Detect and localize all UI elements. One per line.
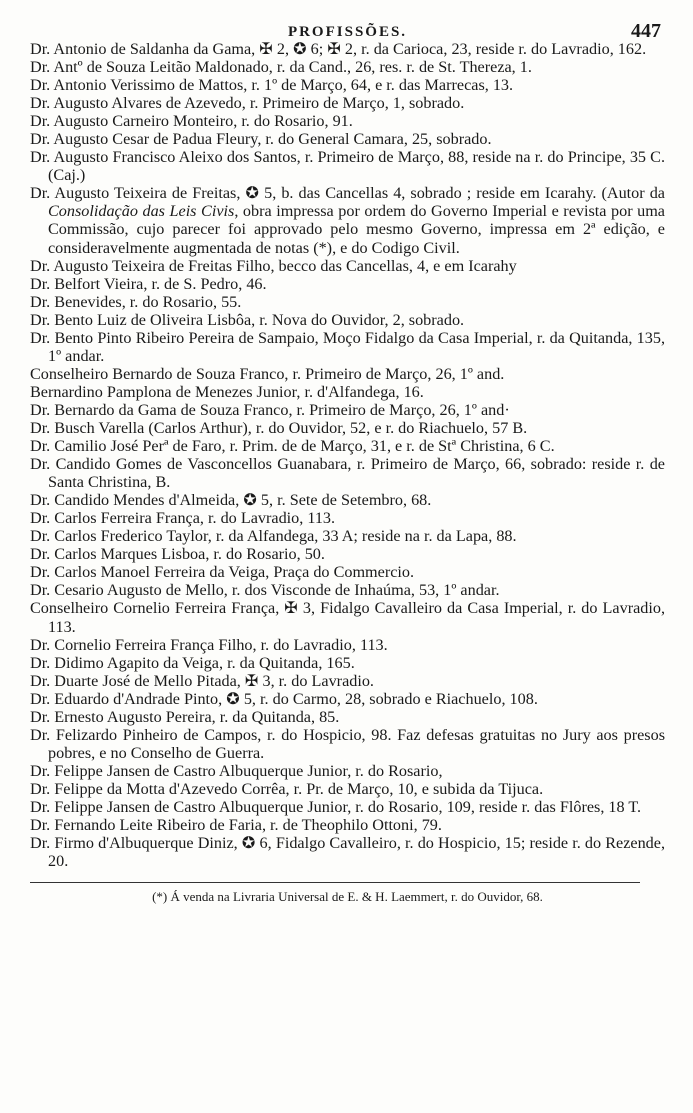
entry-ferreira-da-veiga: Dr. Carlos Manoel Ferreira da Veiga, Praça do Commercio. — [30, 563, 415, 582]
entry-pinheiro-de-campos: Dr. Felizardo Pinheiro de Campos, r. do Hospicio, 98. Faz defesas gratuitas no Jury aos presos pobres, e no Conselho de Guerra. — [30, 725, 665, 762]
entry-pamplona-de-menezes: Bernardino Pamplona de Menezes Junior, r. d'Alfandega, 16. — [30, 382, 424, 401]
entry-pereira-de-sampaio: Dr. Bento Pinto Ribeiro Pereira de Sampaio, Moço Fidalgo da Casa Imperial, r. da Quitanda, 135, 1º andar. — [30, 328, 665, 365]
entry-teixeira-de-freitas: Dr. Augusto Teixeira de Freitas, ✪ 5, b. das Cancellas 4, sobrado ; reside em Icarahy. (Autor da Consolidação das Leis Civis, obra impressa por ordem do Governo Imperial e revista por uma Commissão, cujo parecer foi approvado pelo mesmo Governo, impressa em 2ª edição, e consideravelmente augmentada de notas (*), e do Codigo Civil. — [30, 184, 665, 257]
entry-carneiro-monteiro: Dr. Augusto Carneiro Monteiro, r. do Rosario, 91. — [30, 112, 353, 131]
footnote-divider — [30, 882, 640, 883]
entry-souza-franco: Conselheiro Bernardo de Souza Franco, r. Primeiro de Março, 26, 1º and. — [30, 364, 505, 383]
entry-cornelio-ferreira-franca: Conselheiro Cornelio Ferreira França, ✠ 3, Fidalgo Cavalleiro da Casa Imperial, r. do Lavradio, 113. — [30, 599, 665, 636]
entry-gama-de-souza-franco: Dr. Bernardo da Gama de Souza Franco, r. Primeiro de Março, 26, 1º and· — [30, 400, 510, 419]
entry-pereira-de-faro: Dr. Camilio José Perª de Faro, r. Prim. de de Março, 31, e r. de Stª Christina, 6 C. — [30, 437, 555, 456]
entry-andrade-pinto: Dr. Eduardo d'Andrade Pinto, ✪ 5, r. do Carmo, 28, sobrado e Riachuelo, 108. — [30, 689, 538, 708]
entry-frederico-taylor: Dr. Carlos Frederico Taylor, r. da Alfandega, 33 A; reside na r. da Lapa, 88. — [30, 527, 517, 546]
entry-cesario-de-mello: Dr. Cesario Augusto de Mello, r. dos Visconde de Inhaúma, 53, 1º andar. — [30, 581, 500, 600]
entry-marques-lisboa: Dr. Carlos Marques Lisboa, r. do Rosario, 50. — [30, 545, 325, 564]
entry-jansen-albuquerque-2: Dr. Felippe Jansen de Castro Albuquerque Junior, r. do Rosario, 109, reside r. das Flôres, 18 T. — [30, 797, 642, 816]
entry-motta-dazevedo: Dr. Felippe da Motta d'Azevedo Corrêa, r. Pr. de Março, 10, e subida da Tijuca. — [30, 779, 544, 798]
running-title: PROFISSÕES. — [287, 24, 408, 40]
entry-carlos-ferreira-franca: Dr. Carlos Ferreira França, r. do Lavradio, 113. — [30, 509, 336, 528]
entry-souza-leitao-maldonado: Dr. Antº de Souza Leitão Maldonado, r. da Cand., 26, res. r. de St. Thereza, 1. — [30, 58, 532, 77]
entry-leite-ribeiro: Dr. Fernando Leite Ribeiro de Faria, r. de Theophilo Ottoni, 79. — [30, 816, 442, 835]
entry-saldanha-da-gama: Dr. Antonio de Saldanha da Gama, ✠ 2, ✪ 6; ✠ 2, r. da Carioca, 23, reside r. do Lavradio, 162. — [30, 40, 647, 58]
entry-teixeira-de-freitas-filho: Dr. Augusto Teixeira de Freitas Filho, becco das Cancellas, 4, e em Icarahy — [30, 256, 517, 275]
entry-mello-pitada: Dr. Duarte José de Mello Pitada, ✠ 3, r. do Lavradio. — [30, 671, 374, 690]
entry-oliveira-lisboa: Dr. Bento Luiz de Oliveira Lisbôa, r. Nova do Ouvidor, 2, sobrado. — [30, 310, 465, 329]
entry-aleixo-dos-santos: Dr. Augusto Francisco Aleixo dos Santos, r. Primeiro de Março, 88, reside na r. do Principe, 35 C. (Caj.) — [30, 148, 665, 185]
entry-albuquerque-diniz: Dr. Firmo d'Albuquerque Diniz, ✪ 6, Fidalgo Cavalleiro, r. do Hospicio, 15; reside r. do Rezende, 20. — [30, 834, 665, 871]
book-title-italic: Consolidação das Leis Civis — [48, 202, 235, 221]
entry-alvares-de-azevedo: Dr. Augusto Alvares de Azevedo, r. Primeiro de Março, 1, sobrado. — [30, 94, 465, 113]
page-number: 447 — [631, 20, 661, 42]
entry-belfort-vieira: Dr. Belfort Vieira, r. de S. Pedro, 46. — [30, 274, 267, 293]
entry-cornelio-franca-filho: Dr. Cornelio Ferreira França Filho, r. do Lavradio, 113. — [30, 635, 388, 654]
entry-vasconcellos-guanabara: Dr. Candido Gomes de Vasconcellos Guanabara, r. Primeiro de Março, 66, sobrado: reside r. de Santa Christina, B. — [30, 455, 665, 492]
entry-benevides: Dr. Benevides, r. do Rosario, 55. — [30, 292, 242, 311]
footnote: (*) Á venda na Livraria Universal de E. & H. Laemmert, r. do Ouvidor, 68. — [152, 889, 543, 905]
entry-padua-fleury: Dr. Augusto Cesar de Padua Fleury, r. do General Camara, 25, sobrado. — [30, 130, 492, 149]
page-header — [30, 10, 665, 40]
entry-ernesto-pereira: Dr. Ernesto Augusto Pereira, r. da Quitanda, 85. — [30, 707, 340, 726]
entry-mendes-dalmeida: Dr. Candido Mendes d'Almeida, ✪ 5, r. Sete de Setembro, 68. — [30, 491, 432, 510]
entry-jansen-albuquerque-1: Dr. Felippe Jansen de Castro Albuquerque Junior, r. do Rosario, — [30, 761, 443, 780]
entry-busch-varella: Dr. Busch Varella (Carlos Arthur), r. do Ouvidor, 52, e r. do Riachuelo, 57 B. — [30, 418, 528, 437]
entry-verissimo-de-mattos: Dr. Antonio Verissimo de Mattos, r. 1º de Março, 64, e r. das Marrecas, 13. — [30, 76, 514, 95]
entries-list — [30, 40, 665, 870]
entry-agapito-da-veiga: Dr. Didimo Agapito da Veiga, r. da Quitanda, 165. — [30, 653, 355, 672]
